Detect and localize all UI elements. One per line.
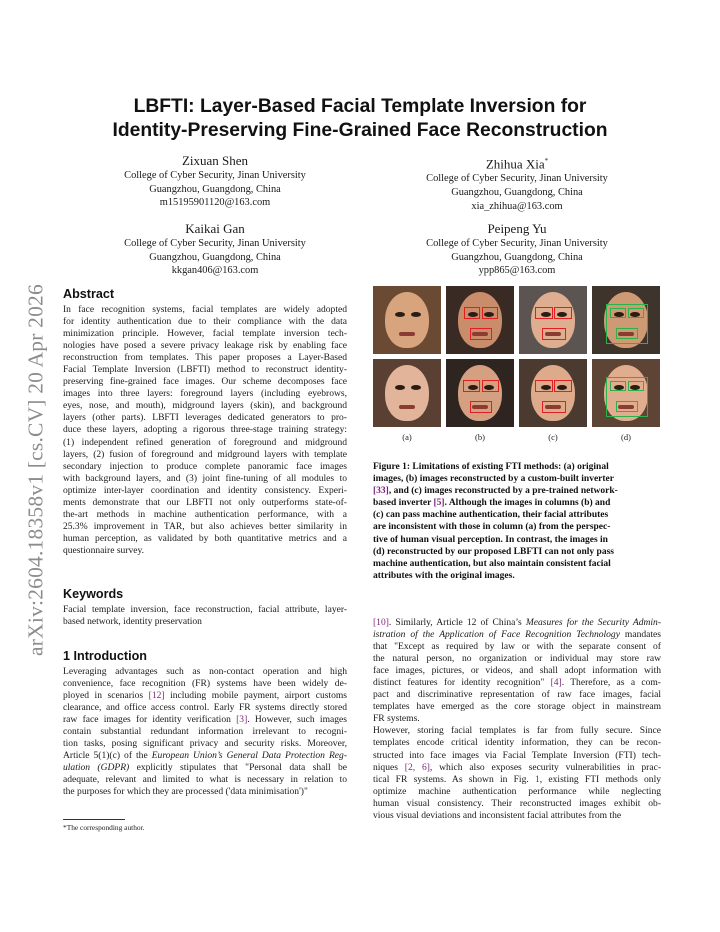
- abstract-body: [63, 304, 347, 557]
- text-line: nologies have posed a severe privacy leakage risk by enabling face: [63, 340, 347, 352]
- text-line: [63, 762, 347, 774]
- text-line: questionnaire survey.: [63, 544, 145, 556]
- text-span: tical FR systems. As shown in Fig.: [373, 773, 535, 785]
- text-line: [373, 798, 661, 810]
- text-line: based network, identity preservation: [63, 616, 202, 628]
- text-line: layers (other parts). LBFTI leverages dedicated generators to pro-: [63, 412, 347, 424]
- italic-text: Measures for the Security Admin-: [525, 617, 661, 628]
- text-span: the natural person, no organization or individual may store raw: [373, 653, 661, 665]
- text-line: [373, 725, 661, 737]
- author-location: Guangzhou, Guangdong, China: [149, 251, 281, 263]
- text-span: Leveraging advantages such as non-contact operation and high: [63, 666, 347, 677]
- paper-title: [40, 95, 680, 143]
- caption-line: (c) can pass machine authentication, their facial attributes: [373, 510, 609, 521]
- text-span: human visual consistency. Their reconstructed images exhibit ob-: [373, 797, 661, 809]
- text-span: niques: [373, 761, 405, 773]
- introduction-heading: 1 Introduction: [63, 649, 147, 663]
- face-image-d2: [592, 359, 660, 427]
- text-span: ployed in scenarios: [63, 690, 149, 702]
- text-line: In face recognition systems, facial templates are widely adopted: [63, 304, 347, 315]
- author-block-2: [372, 153, 662, 213]
- text-span: Article 5(1)(c) of the: [63, 750, 152, 762]
- text-span: adequate, relevant and limited to what is necessary in relation to: [63, 774, 347, 786]
- text-span: including mobile payment, airport customs: [164, 690, 348, 702]
- keywords-body: [63, 604, 347, 628]
- subfigure-label-c: (c): [548, 432, 558, 442]
- text-span: , which also exposes security vulnerabilities in prac-: [429, 761, 662, 773]
- text-line: with background layers, and (3) joint fine-tuning of all modules to: [63, 472, 347, 484]
- introduction-body: [63, 666, 347, 799]
- text-line: eyes, nose, and mouth), midground layers (skin), and background: [63, 400, 347, 412]
- caption-line: images, (b) images reconstructed by a custom-built inverter: [373, 474, 614, 485]
- text-span: . Therefore, as a com-: [561, 677, 661, 689]
- text-line: [373, 677, 661, 689]
- text-line: duce these layers, adopting a rigorous three-stage training strategy:: [63, 424, 347, 436]
- text-line: (1) independent refined generation of foreground and midground: [63, 436, 347, 448]
- author-block-3: [70, 221, 360, 278]
- text-span: templates encode critical identity information, they can be recon-: [373, 737, 661, 749]
- citation-link[interactable]: [3]: [236, 714, 248, 726]
- text-span: the purposes for which they are processed ('data minimisation')": [63, 786, 308, 798]
- author-name: Kaikai Gan: [185, 221, 245, 236]
- corresponding-mark: *: [544, 157, 549, 165]
- text-line: secondary injection to produce complete panoramic face images: [63, 460, 347, 472]
- citation-link[interactable]: [5]: [433, 498, 445, 509]
- abstract-heading: Abstract: [63, 287, 115, 301]
- face-image-a2: [373, 359, 441, 427]
- text-line: layers, (2) fusion of foreground and midground layers with template: [63, 448, 347, 460]
- author-location: Guangzhou, Guangdong, China: [149, 183, 281, 195]
- text-line: [373, 641, 661, 653]
- text-line: preserving fine-grained face images. Our scheme decomposes face: [63, 376, 347, 388]
- text-span: that "Except as required by law or with the separate consent of: [373, 641, 661, 653]
- text-line: [373, 762, 661, 774]
- text-span: face images, pictures, or videos, and shall adopt information with: [373, 665, 661, 677]
- text-line: [63, 726, 347, 738]
- subfigure-label-b: (b): [475, 432, 485, 442]
- text-span: , and (c) images reconstructed by a pre-trained network-: [388, 486, 618, 497]
- text-line: 25.3% improvement in TAR, but also achieves better similarity in: [63, 520, 347, 532]
- text-line: images into three layers: foreground layers (including eyebrows,: [63, 388, 347, 400]
- text-line: for identity authentication due to their compliance with the data: [63, 316, 347, 328]
- citation-link[interactable]: [12]: [148, 690, 165, 702]
- text-span: explicitly stipulates that "Personal data shall be: [129, 762, 348, 774]
- face-image-c1: [519, 286, 587, 354]
- author-name: Peipeng Yu: [487, 221, 547, 236]
- italic-text: European Union’s General Data Protection Reg-: [151, 750, 348, 762]
- author-affiliation: College of Cyber Security, Jinan University: [124, 170, 306, 181]
- text-span: . Similarly, Article 12 of China’s: [388, 617, 526, 628]
- subfigure-label-d: (d): [621, 432, 631, 442]
- text-line: minimization principle. However, facial template inversion tech-: [63, 328, 347, 340]
- text-span: However, storing facial templates is far from fully secure. Since: [373, 725, 661, 737]
- text-line: [63, 702, 347, 714]
- right-column-body: [373, 617, 661, 822]
- face-image-b2: [446, 359, 514, 427]
- caption-line: are inconsistent with those in column (a) from the perspec-: [373, 522, 611, 533]
- figure-1-caption: [373, 461, 661, 582]
- keywords-heading: Keywords: [63, 587, 124, 601]
- text-line: reconstruction from templates. This paper proposes a Layer-Based: [63, 352, 347, 364]
- citation-link[interactable]: [10]: [373, 617, 389, 628]
- text-line: the-art methods in machine authentication performance, with a: [63, 508, 347, 520]
- text-span: templates have emerged as the core storage object in mainstream: [373, 701, 661, 713]
- citation-link[interactable]: [33]: [373, 486, 389, 497]
- caption-line: Figure 1: Limitations of existing FTI methods: (a) original: [373, 462, 609, 472]
- text-line: [373, 629, 661, 641]
- text-line: [63, 690, 347, 702]
- text-span: vious visual deviations and inconsistent facial attributes from the: [373, 809, 622, 821]
- text-line: Facial template inversion, face reconstruction, facial attribute, layer-: [63, 604, 347, 615]
- author-email[interactable]: xia_zhihua@163.com: [471, 200, 563, 212]
- text-line: [63, 678, 347, 690]
- text-span: contain substantial redundant information irrelevant to recogni-: [63, 726, 347, 738]
- text-line: [373, 737, 661, 749]
- title-line-1: LBFTI: Layer-Based Facial Template Inversion for: [133, 96, 587, 117]
- text-line: human perception, as validated by both quantitative metrics and a: [63, 532, 347, 544]
- caption-line: [373, 485, 661, 497]
- text-span: . However, such images: [247, 714, 347, 726]
- text-line: [373, 665, 661, 677]
- caption-line: machine authentication, but also maintain consistent facial: [373, 558, 611, 569]
- text-line: [373, 750, 661, 762]
- text-span: raw face images for identity verification: [63, 714, 237, 726]
- author-email[interactable]: m15195901120@163.com: [159, 197, 271, 209]
- text-line: [63, 714, 347, 726]
- italic-text: ulation (GDPR): [63, 762, 130, 774]
- italic-text: istration of the Application of Face Recognition Technology: [373, 629, 620, 641]
- text-line: [373, 713, 661, 725]
- text-span: tion tasks, posing significant privacy and security risks. Moreover,: [63, 738, 347, 750]
- text-span: . Although the images in columns (b) and: [444, 498, 611, 509]
- text-span: structed into face images via Facial Template Inversion (FTI) tech-: [373, 749, 661, 761]
- text-span: convenience, face recognition (FR) systems have been widely de-: [63, 678, 347, 690]
- text-line: [373, 701, 661, 713]
- author-email[interactable]: kkgan406@163.com: [171, 265, 259, 277]
- text-line: Facial Template Inversion (LBFTI) method to reconstruct identity-: [63, 364, 347, 376]
- text-span: FR systems.: [373, 713, 420, 725]
- caption-line: tive of human visual perception. In contrast, the images in: [373, 534, 608, 545]
- text-line: [63, 786, 347, 798]
- citation-link[interactable]: [2, 6]: [404, 761, 430, 773]
- text-span: distinct features for identity recognition": [373, 677, 551, 689]
- title-line-2: Identity-Preserving Fine-Grained Face Reconstruction: [112, 120, 608, 141]
- footnote: *The corresponding author.: [63, 823, 145, 832]
- text-line: optimize inter-layer coordination and identity consistency. Experi-: [63, 484, 347, 496]
- face-image-a1: [373, 286, 441, 354]
- caption-line: [373, 497, 661, 509]
- author-block-4: [372, 221, 662, 278]
- text-line: [373, 810, 661, 822]
- arxiv-stamp: arXiv:2604.18358v1 [cs.CV] 20 Apr 2026: [23, 284, 48, 656]
- text-line: [373, 617, 661, 629]
- text-line: [63, 666, 347, 678]
- text-line: [373, 774, 661, 786]
- face-image-b1: [446, 286, 514, 354]
- author-affiliation: College of Cyber Security, Jinan University: [426, 238, 608, 249]
- text-line: [373, 786, 661, 798]
- citation-link[interactable]: 1: [535, 773, 540, 785]
- author-name: Zixuan Shen: [181, 153, 249, 168]
- author-block-1: [70, 153, 360, 210]
- text-span: optimize machine authentication performance while neglecting: [373, 785, 661, 797]
- text-line: [373, 689, 661, 701]
- text-line: [373, 653, 661, 665]
- author-email[interactable]: ypp865@163.com: [478, 265, 556, 277]
- citation-link[interactable]: [4]: [550, 677, 562, 689]
- author-location: Guangzhou, Guangdong, China: [451, 186, 583, 198]
- text-span: pact and discriminative representation of raw face images, facial: [373, 689, 661, 701]
- text-span: , existing FTI methods only: [539, 773, 662, 785]
- author-location: Guangzhou, Guangdong, China: [451, 251, 583, 263]
- face-image-c2: [519, 359, 587, 427]
- text-span: based inverter: [373, 498, 434, 509]
- caption-line: attributes with the original images.: [373, 570, 515, 581]
- text-line: [63, 738, 347, 750]
- text-line: ments demonstrate that our LBFTI not only outperforms state-of-: [63, 496, 347, 508]
- author-affiliation: College of Cyber Security, Jinan University: [124, 238, 306, 249]
- text-line: [63, 774, 347, 786]
- text-span: clearance, and office access control. Early FR systems directly stored: [63, 702, 347, 714]
- text-line: [63, 750, 347, 762]
- caption-line: (d) reconstructed by our proposed LBFTI can not only pass: [373, 546, 614, 557]
- author-name: Zhihua Xia: [485, 156, 545, 172]
- face-image-d1: [592, 286, 660, 354]
- text-span: mandates: [619, 629, 661, 641]
- author-affiliation: College of Cyber Security, Jinan University: [426, 173, 608, 185]
- footnote-rule: [63, 819, 125, 820]
- subfigure-label-a: (a): [402, 432, 412, 442]
